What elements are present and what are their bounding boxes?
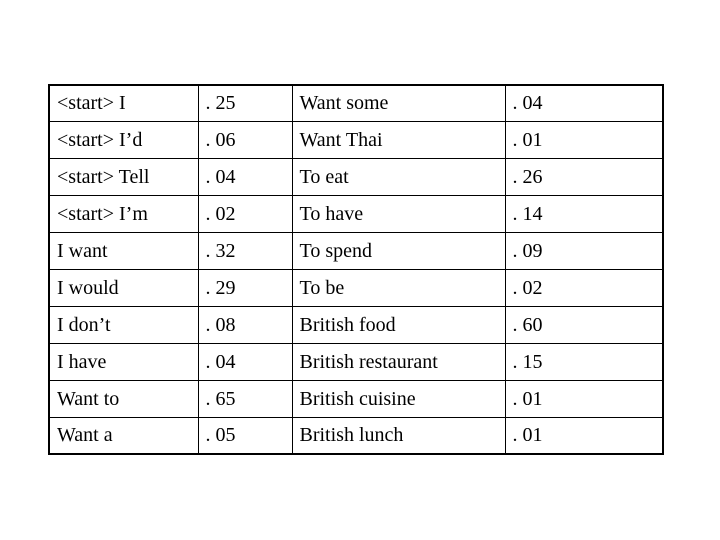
bigram-cell: I want	[49, 233, 198, 270]
bigram-cell: British restaurant	[292, 344, 505, 381]
bigram-cell: <start> I’m	[49, 196, 198, 233]
bigram-cell: British cuisine	[292, 381, 505, 418]
table-row	[49, 233, 663, 270]
probability-cell: . 14	[505, 196, 663, 233]
bigram-cell: Want to	[49, 381, 198, 418]
probability-cell: . 65	[198, 381, 292, 418]
table-row	[49, 344, 663, 381]
table-body	[49, 85, 663, 454]
table-row	[49, 307, 663, 344]
probability-cell: . 04	[198, 344, 292, 381]
probability-cell: . 25	[198, 85, 292, 122]
bigram-cell: <start> I	[49, 85, 198, 122]
probability-cell: . 32	[198, 233, 292, 270]
probability-cell: . 04	[505, 85, 663, 122]
probability-cell: . 26	[505, 159, 663, 196]
probability-cell: . 06	[198, 122, 292, 159]
bigram-cell: Want a	[49, 418, 198, 455]
bigram-cell: I would	[49, 270, 198, 307]
probability-cell: . 15	[505, 344, 663, 381]
table-row	[49, 85, 663, 122]
table-row	[49, 196, 663, 233]
bigram-cell: <start> Tell	[49, 159, 198, 196]
probability-cell: . 60	[505, 307, 663, 344]
bigram-cell: Want some	[292, 85, 505, 122]
table-row	[49, 270, 663, 307]
probability-cell: . 05	[198, 418, 292, 455]
bigram-probability-table	[48, 84, 664, 455]
probability-cell: . 08	[198, 307, 292, 344]
table-row	[49, 122, 663, 159]
table-row	[49, 381, 663, 418]
bigram-cell: I have	[49, 344, 198, 381]
table-row	[49, 418, 663, 455]
bigram-cell: To eat	[292, 159, 505, 196]
probability-cell: . 02	[198, 196, 292, 233]
bigram-cell: To have	[292, 196, 505, 233]
bigram-cell: <start> I’d	[49, 122, 198, 159]
bigram-cell: British food	[292, 307, 505, 344]
bigram-cell: To spend	[292, 233, 505, 270]
table-row	[49, 159, 663, 196]
bigram-cell: Want Thai	[292, 122, 505, 159]
bigram-cell: British lunch	[292, 418, 505, 455]
probability-cell: . 01	[505, 418, 663, 455]
probability-cell: . 09	[505, 233, 663, 270]
bigram-cell: To be	[292, 270, 505, 307]
probability-cell: . 04	[198, 159, 292, 196]
bigram-cell: I don’t	[49, 307, 198, 344]
probability-cell: . 02	[505, 270, 663, 307]
probability-cell: . 01	[505, 381, 663, 418]
probability-cell: . 01	[505, 122, 663, 159]
probability-cell: . 29	[198, 270, 292, 307]
